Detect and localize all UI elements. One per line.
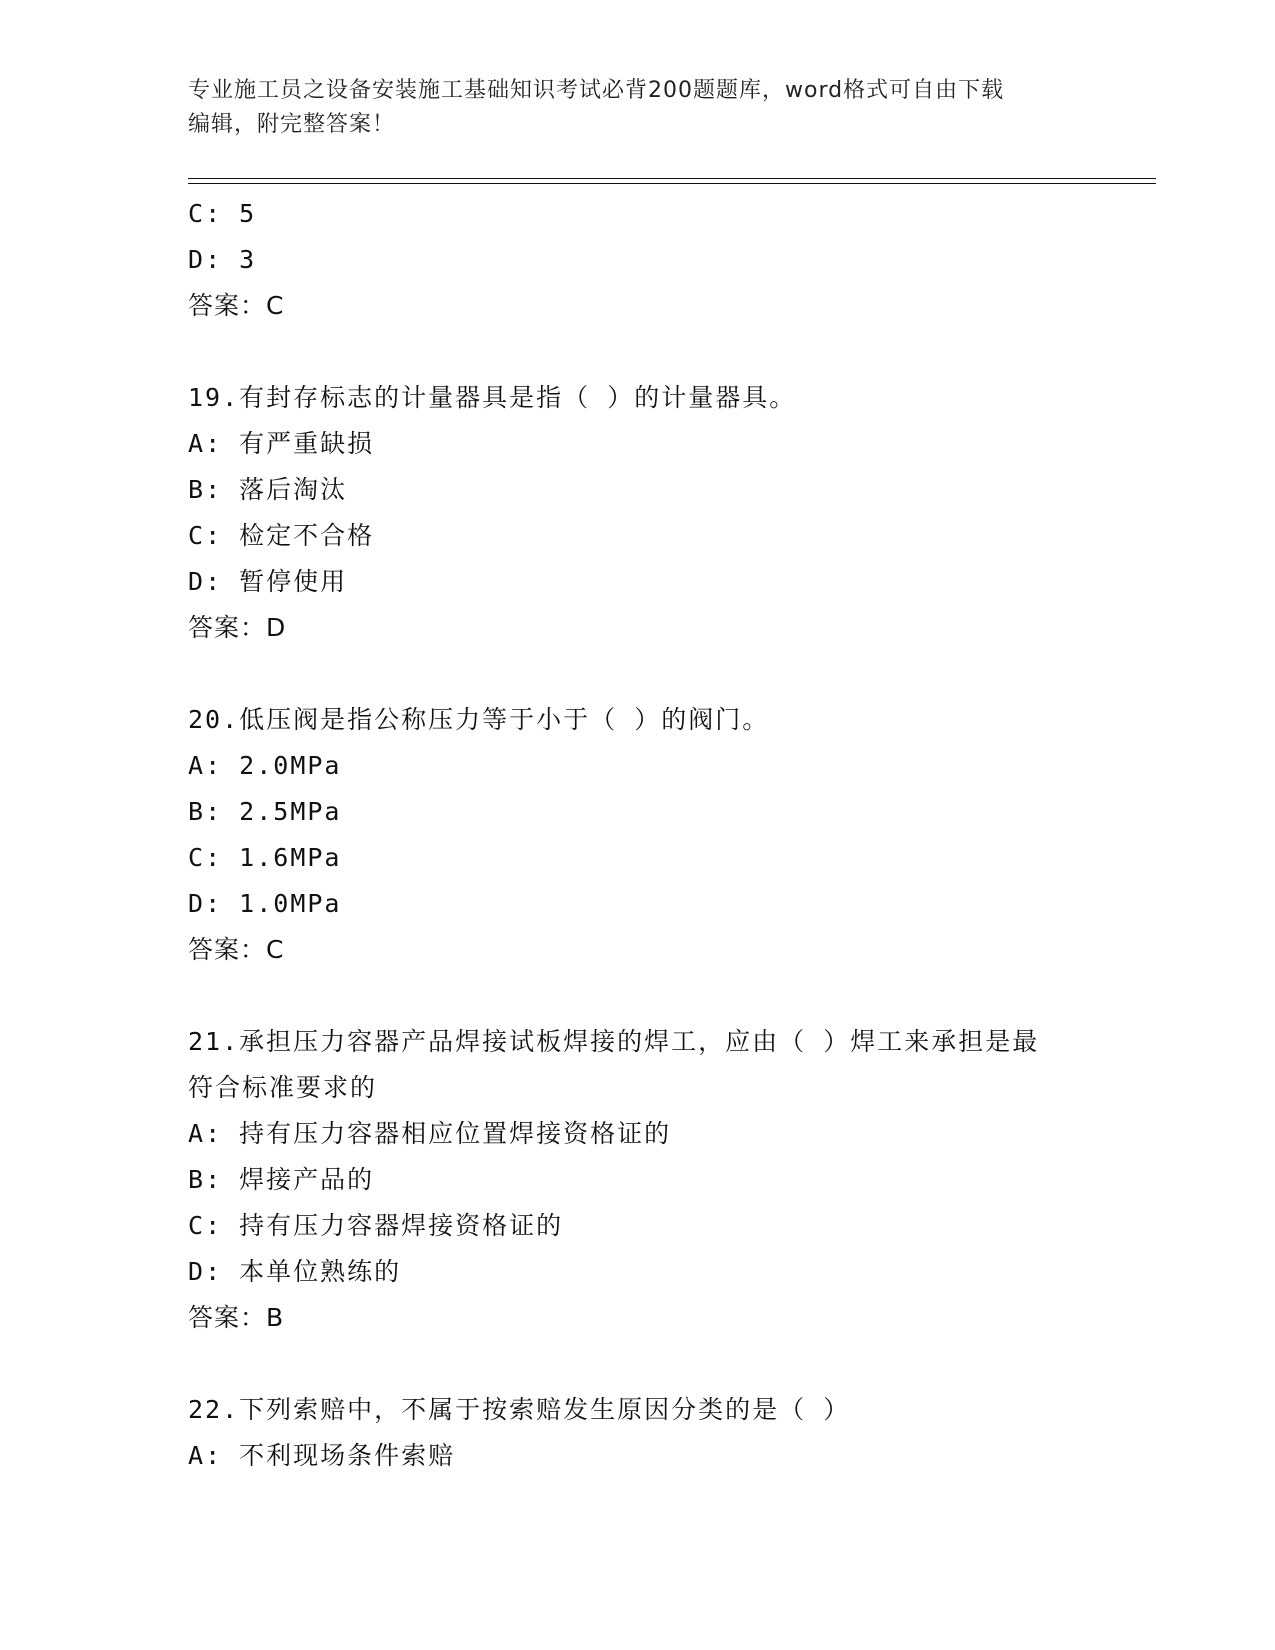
- spacer: [188, 329, 1088, 375]
- document-header: [188, 74, 1088, 142]
- spacer: [188, 651, 1088, 697]
- option-d: D: 3: [188, 245, 257, 274]
- spacer: [188, 973, 1088, 1019]
- answer-value: C: [266, 291, 285, 320]
- question-20: [188, 697, 1088, 973]
- option-d: D: 暂停使用: [188, 567, 348, 596]
- question-number: 19.: [188, 383, 240, 412]
- option-a: A: 有严重缺损: [188, 429, 375, 458]
- answer-line: 答案：C: [188, 291, 285, 320]
- option-a: A: 2.0MPa: [188, 751, 342, 780]
- option-d: D: 本单位熟练的: [188, 1257, 402, 1286]
- option-a: A: 不利现场条件索赔: [188, 1441, 456, 1470]
- question-stem: 22.下列索赔中，不属于按索赔发生原因分类的是（ ）: [188, 1395, 851, 1424]
- option-b: B: 焊接产品的: [188, 1165, 375, 1194]
- question-stem: 20.低压阀是指公称压力等于小于（ ）的阀门。: [188, 705, 770, 734]
- question-number: 21.: [188, 1027, 240, 1056]
- question-number: 20.: [188, 705, 240, 734]
- option-d: D: 1.0MPa: [188, 889, 342, 918]
- answer-line: 答案：C: [188, 935, 285, 964]
- option-c: C: 1.6MPa: [188, 843, 342, 872]
- header-divider-bottom: [188, 183, 1156, 184]
- answer-value: D: [266, 613, 287, 642]
- option-b: B: 2.5MPa: [188, 797, 342, 826]
- question-22: [188, 1387, 1088, 1479]
- header-divider-top: [188, 178, 1156, 179]
- question-stem: 21.承担压力容器产品焊接试板焊接的焊工，应由（ ）焊工来承担是最符合标准要求的: [188, 1027, 1040, 1102]
- answer-line: 答案：B: [188, 1303, 285, 1332]
- question-18-continued: [188, 191, 1088, 329]
- answer-line: 答案：D: [188, 613, 287, 642]
- question-list: [188, 191, 1088, 1479]
- header-title-line-1: 专业施工员之设备安装施工基础知识考试必背200题题库，word格式可自由下载: [188, 78, 1005, 103]
- question-number: 22.: [188, 1395, 240, 1424]
- option-c: C: 5: [188, 199, 257, 228]
- question-19: [188, 375, 1088, 651]
- option-c: C: 检定不合格: [188, 521, 375, 550]
- answer-value: B: [266, 1303, 285, 1332]
- option-b: B: 落后淘汰: [188, 475, 348, 504]
- answer-value: C: [266, 935, 285, 964]
- question-stem: 19.有封存标志的计量器具是指（ ）的计量器具。: [188, 383, 797, 412]
- spacer: [188, 1341, 1088, 1387]
- option-a: A: 持有压力容器相应位置焊接资格证的: [188, 1119, 672, 1148]
- header-title-line-2: 编辑，附完整答案！: [188, 112, 396, 137]
- question-21: [188, 1019, 1088, 1341]
- option-c: C: 持有压力容器焊接资格证的: [188, 1211, 564, 1240]
